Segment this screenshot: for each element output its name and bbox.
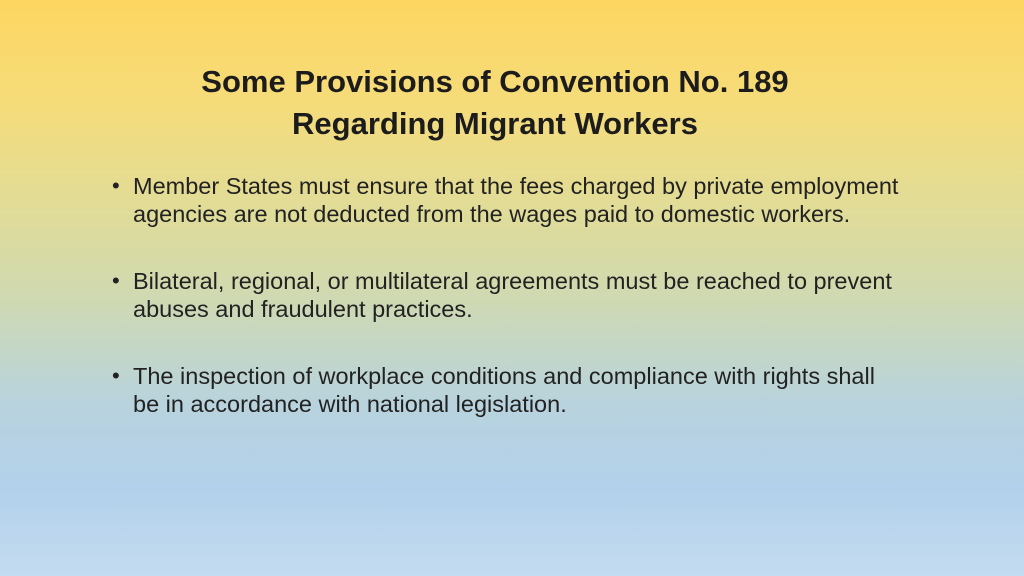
slide-title-line-1: Some Provisions of Convention No. 189: [201, 63, 789, 99]
bullet-item-agreements: [112, 267, 902, 323]
bullet-point-icon: •: [112, 173, 120, 198]
bullet-text: The inspection of workplace conditions and compliance with rights shall be in accordance with national legislation.: [133, 363, 875, 417]
slide-title-line-2: Regarding Migrant Workers: [292, 105, 698, 141]
bullet-item-inspection: [112, 362, 902, 418]
bullet-text: Member States must ensure that the fees charged by private employment agencies are not deducted from the wages paid to domestic workers.: [133, 173, 899, 227]
bullet-list: [112, 172, 902, 418]
bullet-text: Bilateral, regional, or multilateral agreements must be reached to prevent abuses and fraudulent practices.: [133, 268, 892, 322]
bullet-point-icon: •: [112, 268, 120, 293]
bullet-point-icon: •: [112, 363, 120, 388]
slide-title: [110, 61, 880, 145]
bullet-item-agency-fees: [112, 172, 902, 228]
